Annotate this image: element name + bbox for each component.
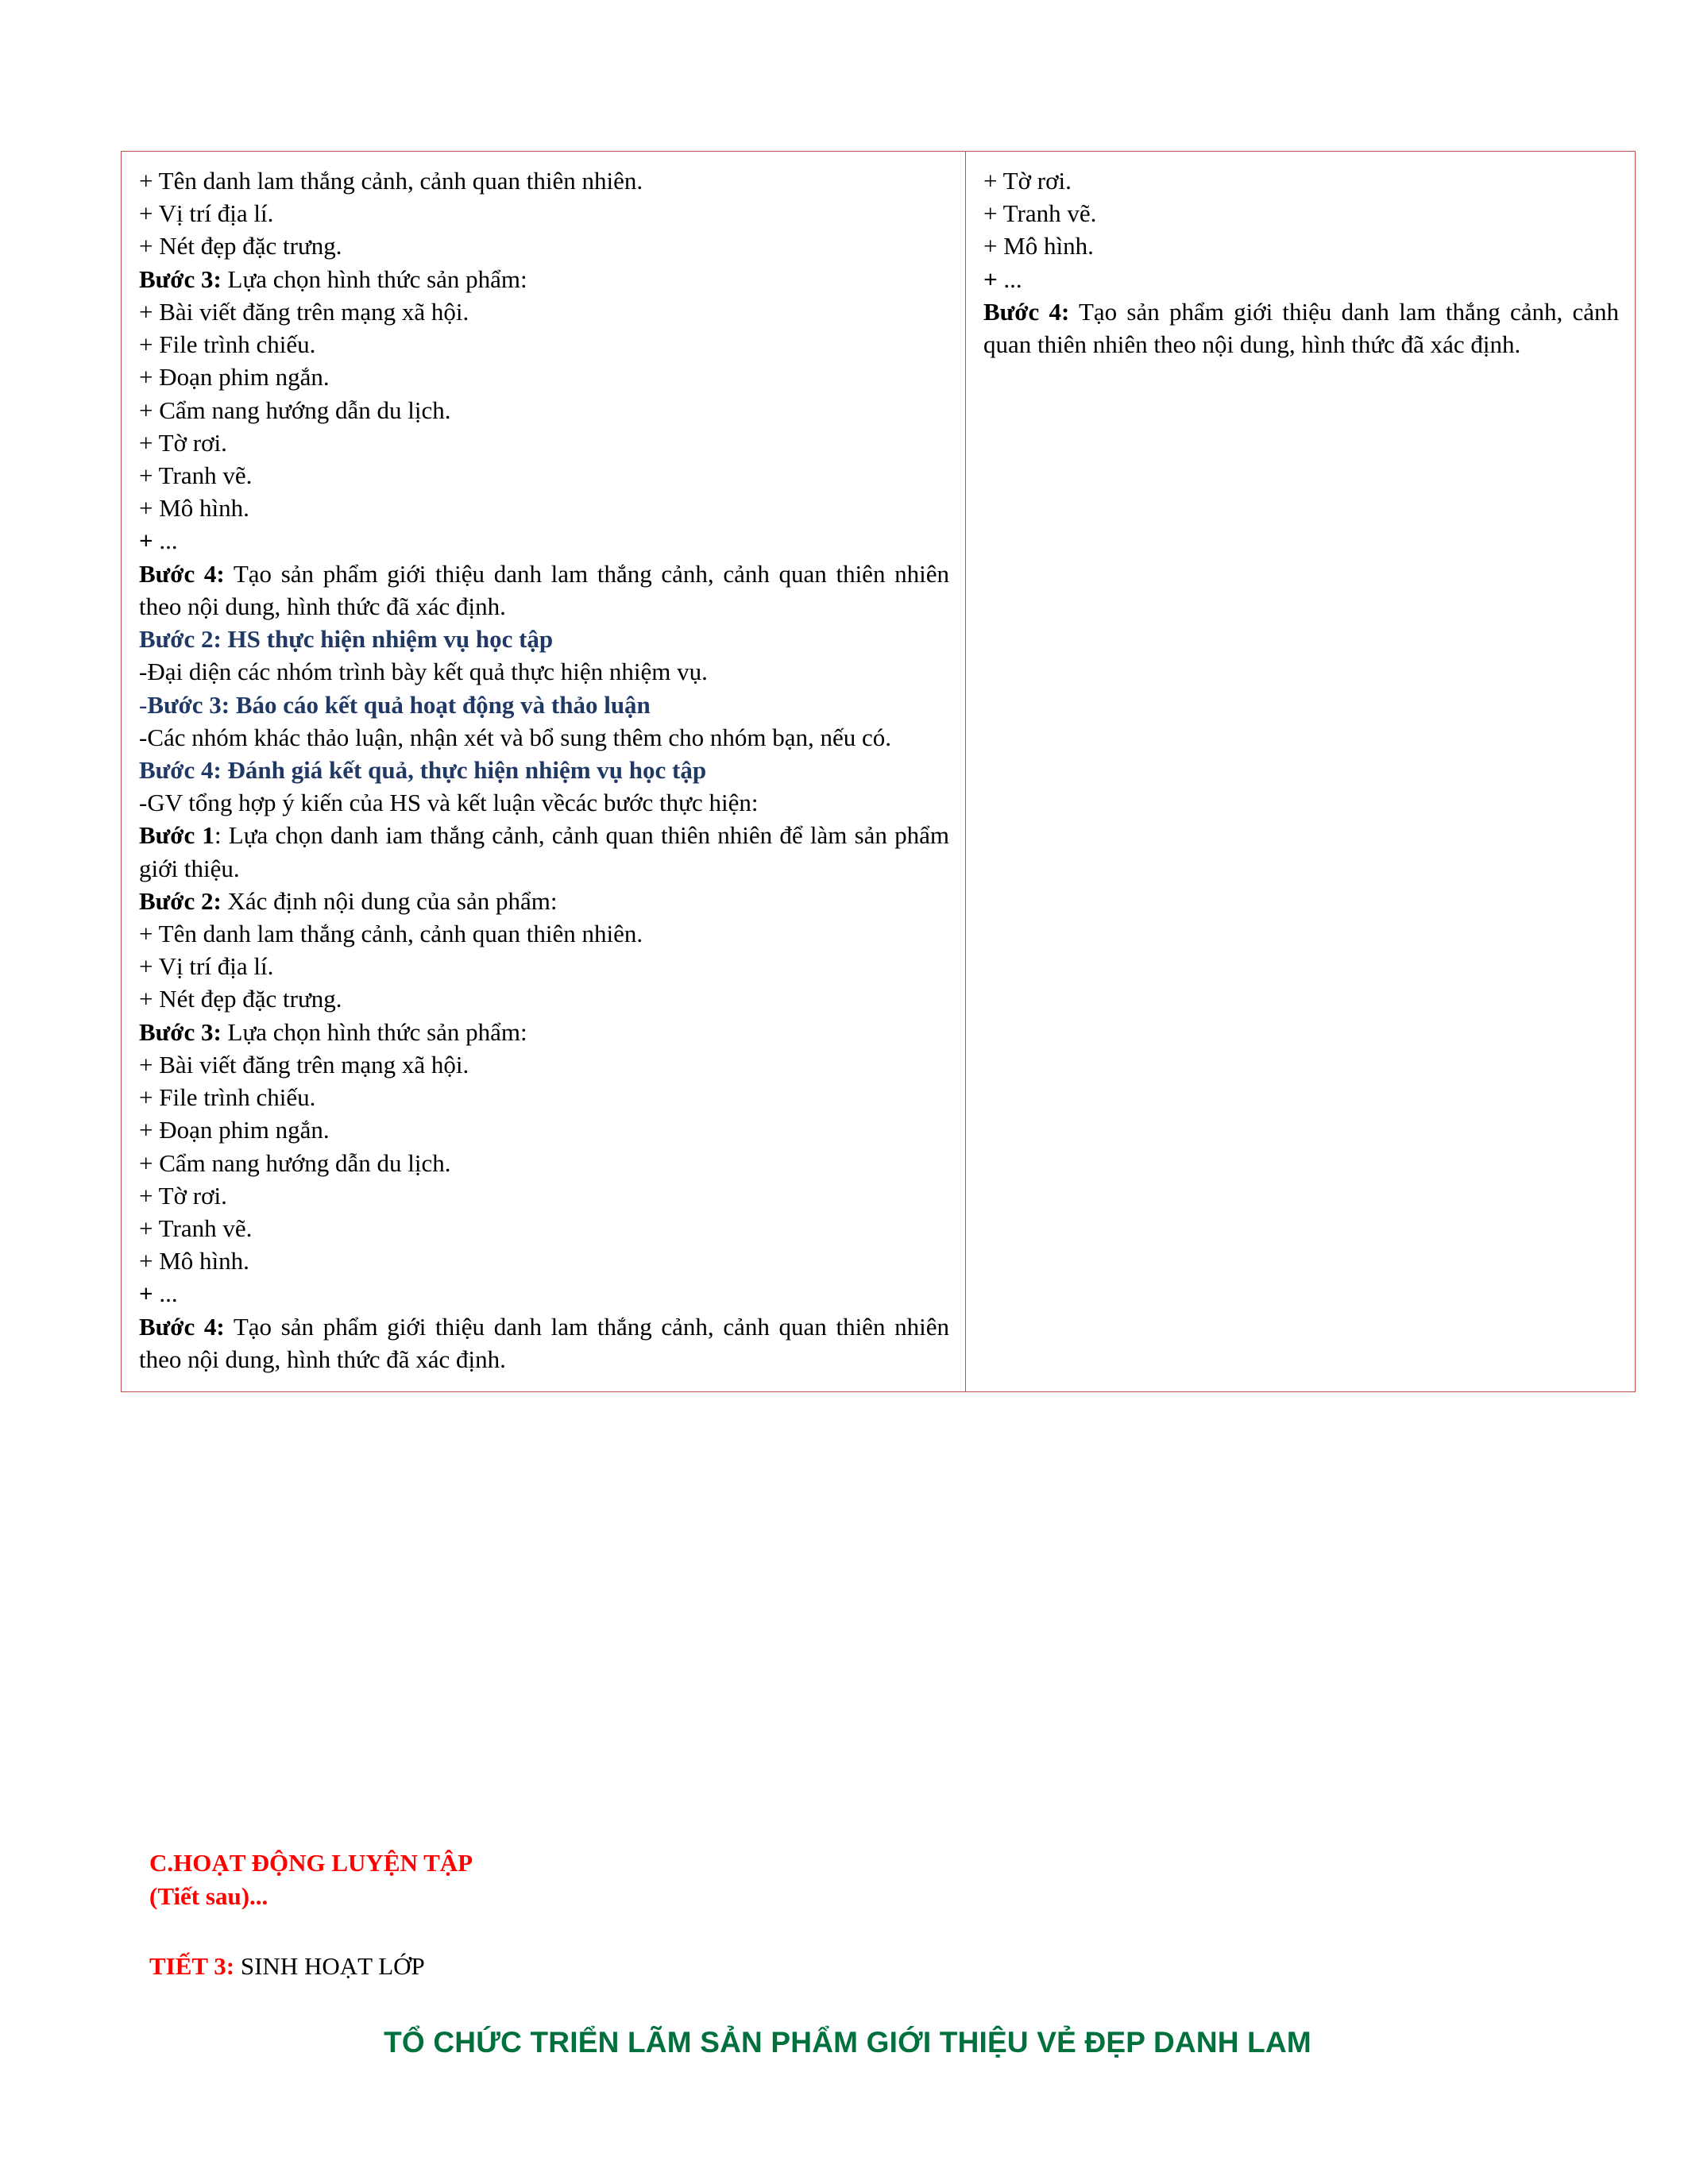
right-step-label: + [983, 264, 998, 293]
left-cell-content [139, 164, 949, 1376]
left-dash: - [139, 690, 148, 719]
tiet-text: SINH HOẠT LỚP [234, 1951, 425, 1980]
left-line [139, 1310, 949, 1376]
left-line [139, 524, 949, 557]
table-cell-left [122, 152, 966, 1392]
left-line [139, 263, 949, 295]
left-step-text: ... [153, 1279, 178, 1308]
right-line: + Mô hình. [983, 232, 1094, 260]
page-title: TỔ CHỨC TRIỂN LÃM SẢN PHẨM GIỚI THIỆU VẺ ĐẸP DANH LAM [384, 2025, 1311, 2059]
left-line [139, 558, 949, 623]
left-line: + Mô hình. [139, 494, 249, 523]
left-line: + Tên danh lam thắng cảnh, cảnh quan thiên nhiên. [139, 920, 643, 948]
left-line: + Tên danh lam thắng cảnh, cảnh quan thiên nhiên. [139, 167, 643, 195]
left-line [139, 1016, 949, 1048]
right-step-text: Tạo sản phẩm giới thiệu danh lam thắng cảnh, cảnh quan thiên nhiên theo nội dung, hình thức đã xác định. [983, 297, 1620, 359]
left-line: + Vị trí địa lí. [139, 199, 274, 228]
left-step-label: Bước 4: [139, 559, 225, 588]
right-line: + Tờ rơi. [983, 167, 1072, 195]
table-row [122, 152, 1636, 1392]
left-step-text: Tạo sản phẩm giới thiệu danh lam thắng cảnh, cảnh quan thiên nhiên theo nội dung, hình thức đã xác định. [139, 1312, 949, 1373]
left-line: + Nét đẹp đặc trưng. [139, 985, 342, 1013]
left-blue-heading: Bước 4: Đánh giá kết quả, thực hiện nhiệm vụ học tập [139, 755, 707, 784]
left-line: -Các nhóm khác thảo luận, nhận xét và bổ sung thêm cho nhóm bạn, nếu có. [139, 723, 891, 751]
right-cell-content [983, 164, 1619, 361]
section-heading-luyen-tap: C.HOẠT ĐỘNG LUYỆN TẬP [149, 1849, 473, 1877]
left-step-text: Tạo sản phẩm giới thiệu danh lam thắng cảnh, cảnh quan thiên nhiên theo nội dung, hình thức đã xác định. [139, 559, 949, 620]
left-step-text: Xác định nội dung của sản phẩm: [221, 886, 558, 915]
left-blue-heading-text: Bước 3: Báo cáo kết quả hoạt động và thảo luận [147, 690, 651, 719]
left-line: -GV tổng hợp ý kiến của HS và kết luận vềcác bước thực hiện: [139, 789, 759, 817]
right-line [983, 263, 1619, 295]
left-step-label: Bước 3: [139, 264, 222, 293]
left-step-label: + [139, 1279, 153, 1308]
left-line: + Bài viết đăng trên mạng xã hội. [139, 1050, 469, 1078]
left-line: + File trình chiếu. [139, 1083, 316, 1112]
left-step-label: Bước 3: [139, 1017, 222, 1046]
content-table [121, 151, 1636, 1392]
section-subheading-tiet-sau: (Tiết sau)... [149, 1881, 268, 1910]
left-line: + Đoạn phim ngắn. [139, 1116, 330, 1144]
right-step-label: Bước 4: [983, 297, 1070, 326]
footer-block [121, 1846, 1574, 2059]
left-step-label: Bước 1 [139, 821, 214, 850]
table-cell-right [966, 152, 1636, 1392]
right-line: + Tranh vẽ. [983, 199, 1097, 228]
left-line: + Bài viết đăng trên mạng xã hội. [139, 297, 469, 326]
left-line [139, 1277, 949, 1310]
left-step-label: Bước 2: [139, 886, 222, 915]
tiet-line [149, 1913, 1574, 1983]
left-line: -Đại diện các nhóm trình bày kết quả thực hiện nhiệm vụ. [139, 658, 708, 686]
left-line [139, 819, 949, 884]
right-step-text: ... [997, 264, 1022, 293]
left-line: + Cẩm nang hướng dẫn du lịch. [139, 1148, 451, 1177]
left-line: + Đoạn phim ngắn. [139, 363, 330, 392]
left-step-text: ... [153, 527, 178, 555]
left-step-label: Bước 4: [139, 1312, 225, 1341]
left-line: + Mô hình. [139, 1247, 249, 1275]
left-line: + Tờ rơi. [139, 428, 227, 457]
left-line: + File trình chiếu. [139, 330, 316, 359]
left-blue-heading [139, 689, 949, 721]
left-line: + Vị trí địa lí. [139, 952, 274, 981]
left-step-text: Lựa chọn hình thức sản phẩm: [221, 1017, 527, 1046]
left-step-text: Lựa chọn hình thức sản phẩm: [221, 264, 527, 293]
tiet-label: TIẾT 3: [149, 1951, 235, 1980]
left-step-label: + [139, 527, 153, 555]
left-line: + Tranh vẽ. [139, 461, 253, 489]
left-blue-heading: Bước 2: HS thực hiện nhiệm vụ học tập [139, 625, 554, 654]
left-line [139, 885, 949, 917]
left-line: + Cẩm nang hướng dẫn du lịch. [139, 396, 451, 424]
right-line [983, 295, 1619, 361]
left-step-text: : Lựa chọn danh iam thắng cảnh, cảnh quan thiên nhiên để làm sản phẩm giới thiệu. [139, 821, 949, 882]
left-line: + Nét đẹp đặc trưng. [139, 232, 342, 260]
left-line: + Tranh vẽ. [139, 1214, 253, 1242]
left-line: + Tờ rơi. [139, 1181, 227, 1210]
